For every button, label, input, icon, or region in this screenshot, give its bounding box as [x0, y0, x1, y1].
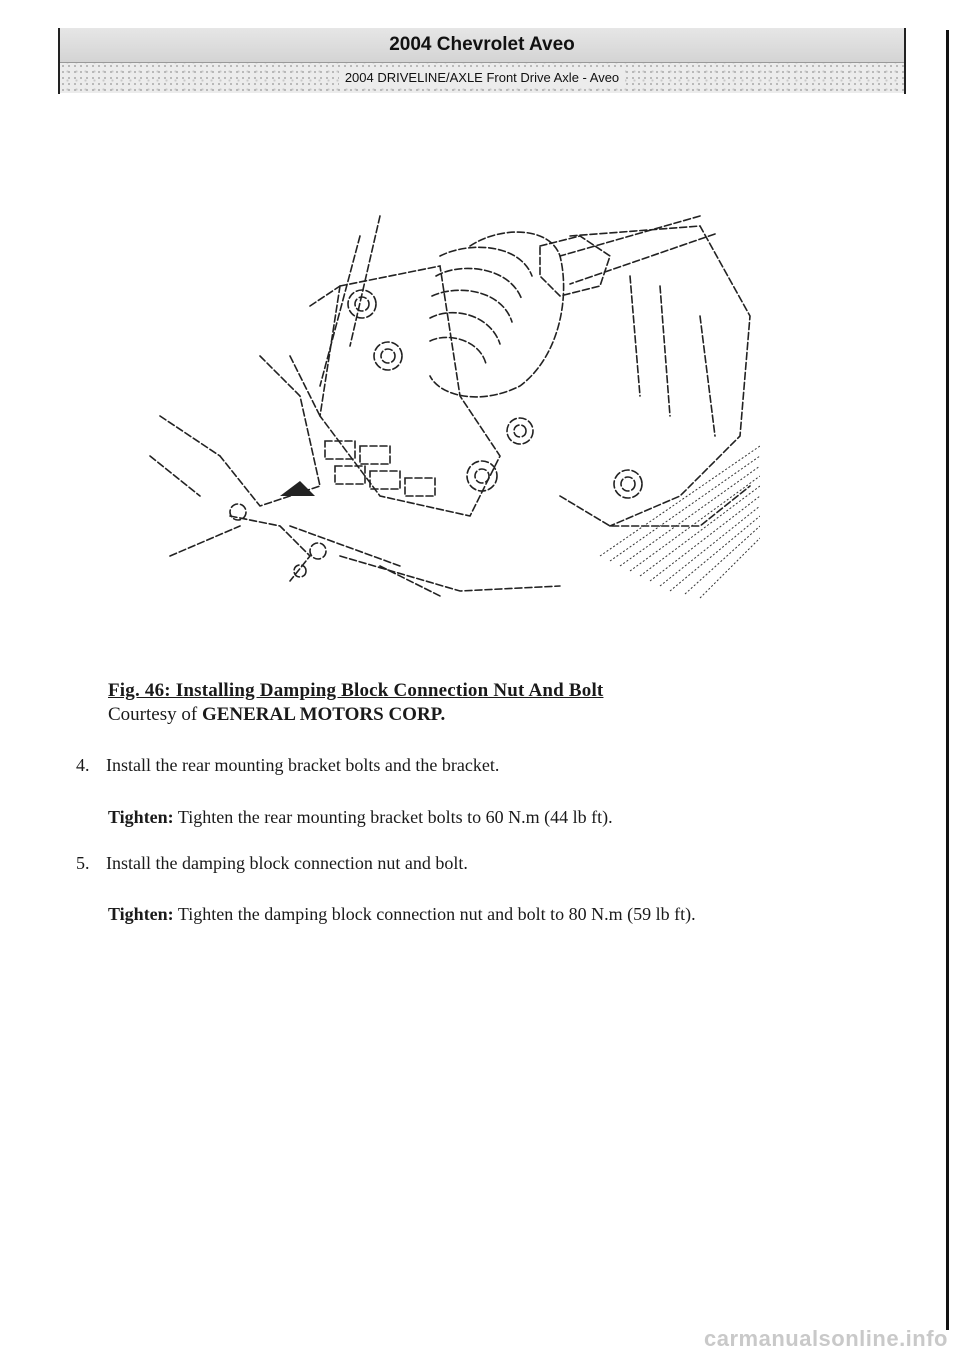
step-5	[76, 853, 896, 874]
figure-caption	[108, 680, 728, 726]
header-subtitle: 2004 DRIVELINE/AXLE Front Drive Axle - Aveo	[339, 70, 625, 85]
tighten-text: Tighten the damping block connection nut and bolt to 80 N.m (59 lb ft).	[177, 904, 696, 924]
figure-caption-title: Fig. 46: Installing Damping Block Connection Nut And Bolt	[108, 680, 604, 701]
header-subtitle-bar	[60, 63, 904, 93]
tighten-text: Tighten the rear mounting bracket bolts to 60 N.m (44 lb ft).	[177, 807, 613, 827]
step-4	[76, 755, 896, 776]
page-right-rule	[946, 30, 949, 1330]
tighten-label: Tighten:	[108, 904, 174, 924]
step-text: Install the damping block connection nut and bolt.	[106, 853, 468, 873]
header-title: 2004 Chevrolet Aveo	[60, 28, 904, 63]
step-number: 5.	[76, 853, 90, 873]
step-5-tighten	[108, 904, 908, 925]
step-number: 4.	[76, 755, 90, 775]
tighten-label: Tighten:	[108, 807, 174, 827]
figure-credit	[108, 704, 728, 726]
figure-illustration	[140, 196, 760, 606]
credit-company: GENERAL MOTORS CORP.	[201, 704, 446, 725]
damping-block-illustration	[140, 196, 760, 606]
credit-prefix: Courtesy of	[108, 704, 198, 725]
step-text: Install the rear mounting bracket bolts and the bracket.	[106, 755, 500, 775]
step-4-tighten	[108, 807, 908, 828]
watermark: carmanualsonline.info	[704, 1326, 948, 1351]
document-header	[58, 28, 906, 94]
